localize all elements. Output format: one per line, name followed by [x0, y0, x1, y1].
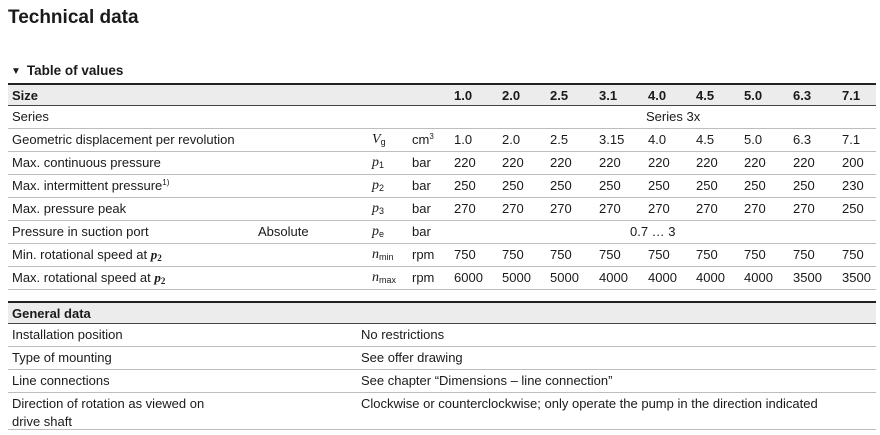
size-column-header: 7.1	[842, 88, 861, 103]
merged-value: 0.7 … 3	[630, 224, 676, 239]
value-cell: 750	[793, 247, 815, 262]
value-cell: 270	[502, 201, 524, 216]
value-cell: 250	[648, 178, 670, 193]
value-cell: 270	[550, 201, 572, 216]
size-column-header: 1.0	[454, 88, 473, 103]
value-cell: 250	[744, 178, 766, 193]
size-column-header: 2.5	[550, 88, 569, 103]
parameter-label: Pressure in suction port	[12, 224, 149, 239]
value-cell: 4000	[599, 270, 628, 285]
general-data-value: See offer drawing	[361, 350, 463, 365]
value-cell: 3500	[793, 270, 822, 285]
value-cell: 750	[842, 247, 864, 262]
size-header-label: Size	[12, 88, 39, 103]
size-column-header: 4.0	[648, 88, 667, 103]
table-row	[8, 129, 876, 152]
formula-symbol: $p_3$	[372, 201, 385, 216]
pressure-symbol-subscript: 2	[157, 253, 162, 263]
value-cell: 3.15	[599, 132, 625, 147]
general-data-label	[12, 395, 204, 431]
unit-label: bar	[412, 224, 431, 239]
value-cell: 230	[842, 178, 864, 193]
pressure-symbol: $p_2$	[150, 247, 162, 263]
value-cell: 750	[454, 247, 476, 262]
size-column-header: 3.1	[599, 88, 618, 103]
value-cell: 6.3	[793, 132, 812, 147]
formula-symbol-subscript: 1	[379, 160, 385, 170]
footnote-marker: 1)	[162, 178, 170, 187]
value-cell: 220	[599, 155, 621, 170]
series-value: Series 3x	[646, 109, 701, 124]
pressure-symbol-subscript: 2	[160, 276, 166, 286]
value-cell: 250	[842, 201, 864, 216]
pressure-symbol: $p_2$	[154, 270, 166, 286]
value-cell: 750	[648, 247, 670, 262]
formula-symbol: $p_e$	[372, 224, 385, 239]
page-title: Technical data	[8, 7, 139, 28]
formula-symbol-subscript: e	[379, 229, 385, 239]
size-column-header: 6.3	[793, 88, 812, 103]
series-label: Series	[12, 109, 49, 124]
unit-label: bar	[412, 201, 431, 216]
parameter-label: Max. pressure peak	[12, 201, 127, 216]
parameter-label: Max. continuous pressure	[12, 155, 161, 170]
value-cell: 220	[793, 155, 815, 170]
parameter-qualifier: Absolute	[258, 224, 309, 239]
general-data-label: Line connections	[12, 373, 110, 388]
parameter-label: Max. rotational speed at $p_2$	[12, 270, 166, 286]
value-cell: 7.1	[842, 132, 861, 147]
general-data-label: Type of mounting	[12, 350, 112, 365]
value-cell: 270	[744, 201, 766, 216]
parameter-label: Geometric displacement per revolution	[12, 132, 235, 147]
value-cell: 750	[502, 247, 524, 262]
value-cell: 4000	[648, 270, 677, 285]
size-column-header: 2.0	[502, 88, 521, 103]
formula-symbol: $n_{min}$	[372, 247, 394, 262]
value-cell: 4.5	[696, 132, 715, 147]
table-row	[8, 221, 876, 244]
value-cell: 250	[502, 178, 524, 193]
value-cell: 750	[696, 247, 718, 262]
value-cell: 2.5	[550, 132, 569, 147]
size-column-header: 5.0	[744, 88, 763, 103]
value-cell: 1.0	[454, 132, 473, 147]
table-row	[8, 244, 876, 267]
table-row	[8, 198, 876, 221]
value-cell: 250	[696, 178, 718, 193]
value-cell: 6000	[454, 270, 483, 285]
formula-symbol-subscript: min	[379, 252, 394, 262]
value-cell: 750	[550, 247, 572, 262]
general-data-value: Clockwise or counterclockwise; only operate the pump in the direction indicated	[361, 396, 818, 411]
value-cell: 250	[793, 178, 815, 193]
triangle-down-icon: ▼	[11, 66, 21, 77]
parameter-label: Max. intermittent pressure$^{1)}$	[12, 178, 170, 193]
parameter-label: Min. rotational speed at $p_2$	[12, 247, 162, 263]
general-data-row	[8, 393, 876, 430]
table-of-values-heading	[11, 63, 123, 80]
size-column-header: 4.5	[696, 88, 715, 103]
formula-symbol-subscript: 3	[379, 206, 385, 216]
value-cell: 270	[648, 201, 670, 216]
value-cell: 220	[744, 155, 766, 170]
formula-symbol-subscript: max	[379, 275, 397, 285]
general-data-row	[8, 370, 876, 393]
value-cell: 4000	[744, 270, 773, 285]
general-data-row	[8, 347, 876, 370]
value-cell: 4.0	[648, 132, 667, 147]
value-cell: 220	[502, 155, 524, 170]
value-cell: 3500	[842, 270, 871, 285]
table-row	[8, 152, 876, 175]
value-cell: 250	[550, 178, 572, 193]
unit-label: rpm	[412, 270, 435, 285]
table-row	[8, 175, 876, 198]
unit-label: $cm^3$	[412, 132, 434, 147]
general-data-label: Installation position	[12, 327, 123, 342]
general-data-value: See chapter “Dimensions – line connection”	[361, 373, 613, 388]
value-cell: 270	[793, 201, 815, 216]
unit-label: bar	[412, 178, 431, 193]
formula-symbol: $p_1$	[372, 155, 385, 170]
formula-symbol: $n_{max}$	[372, 270, 397, 285]
general-data-label-line: drive shaft	[12, 414, 72, 429]
value-cell: 750	[744, 247, 766, 262]
value-cell: 270	[599, 201, 621, 216]
general-data-label-line: Direction of rotation as viewed on	[12, 396, 205, 411]
general-data-value: No restrictions	[361, 327, 445, 342]
value-cell: 220	[454, 155, 476, 170]
value-cell: 5.0	[744, 132, 763, 147]
series-row	[8, 106, 876, 129]
unit-exponent: 3	[429, 132, 434, 141]
value-cell: 270	[696, 201, 718, 216]
formula-symbol: $V_g$	[372, 132, 386, 147]
value-cell: 5000	[550, 270, 579, 285]
general-data-header-row	[8, 301, 876, 324]
value-cell: 250	[454, 178, 476, 193]
value-cell: 4000	[696, 270, 725, 285]
formula-symbol-subscript: g	[380, 137, 386, 147]
value-cell: 270	[454, 201, 476, 216]
formula-symbol-subscript: 2	[379, 183, 385, 193]
table-of-values-title: Table of values	[26, 63, 124, 78]
value-cell: 750	[599, 247, 621, 262]
value-cell: 5000	[502, 270, 531, 285]
value-cell: 200	[842, 155, 864, 170]
formula-symbol: $p_2$	[372, 178, 385, 193]
value-cell: 250	[599, 178, 621, 193]
table-row	[8, 267, 876, 290]
value-cell: 220	[696, 155, 718, 170]
value-cell: 220	[648, 155, 670, 170]
general-data-row	[8, 324, 876, 347]
size-header-row	[8, 83, 876, 106]
general-data-title: General data	[12, 306, 91, 321]
value-cell: 220	[550, 155, 572, 170]
unit-label: bar	[412, 155, 431, 170]
value-cell: 2.0	[502, 132, 521, 147]
unit-label: rpm	[412, 247, 435, 262]
